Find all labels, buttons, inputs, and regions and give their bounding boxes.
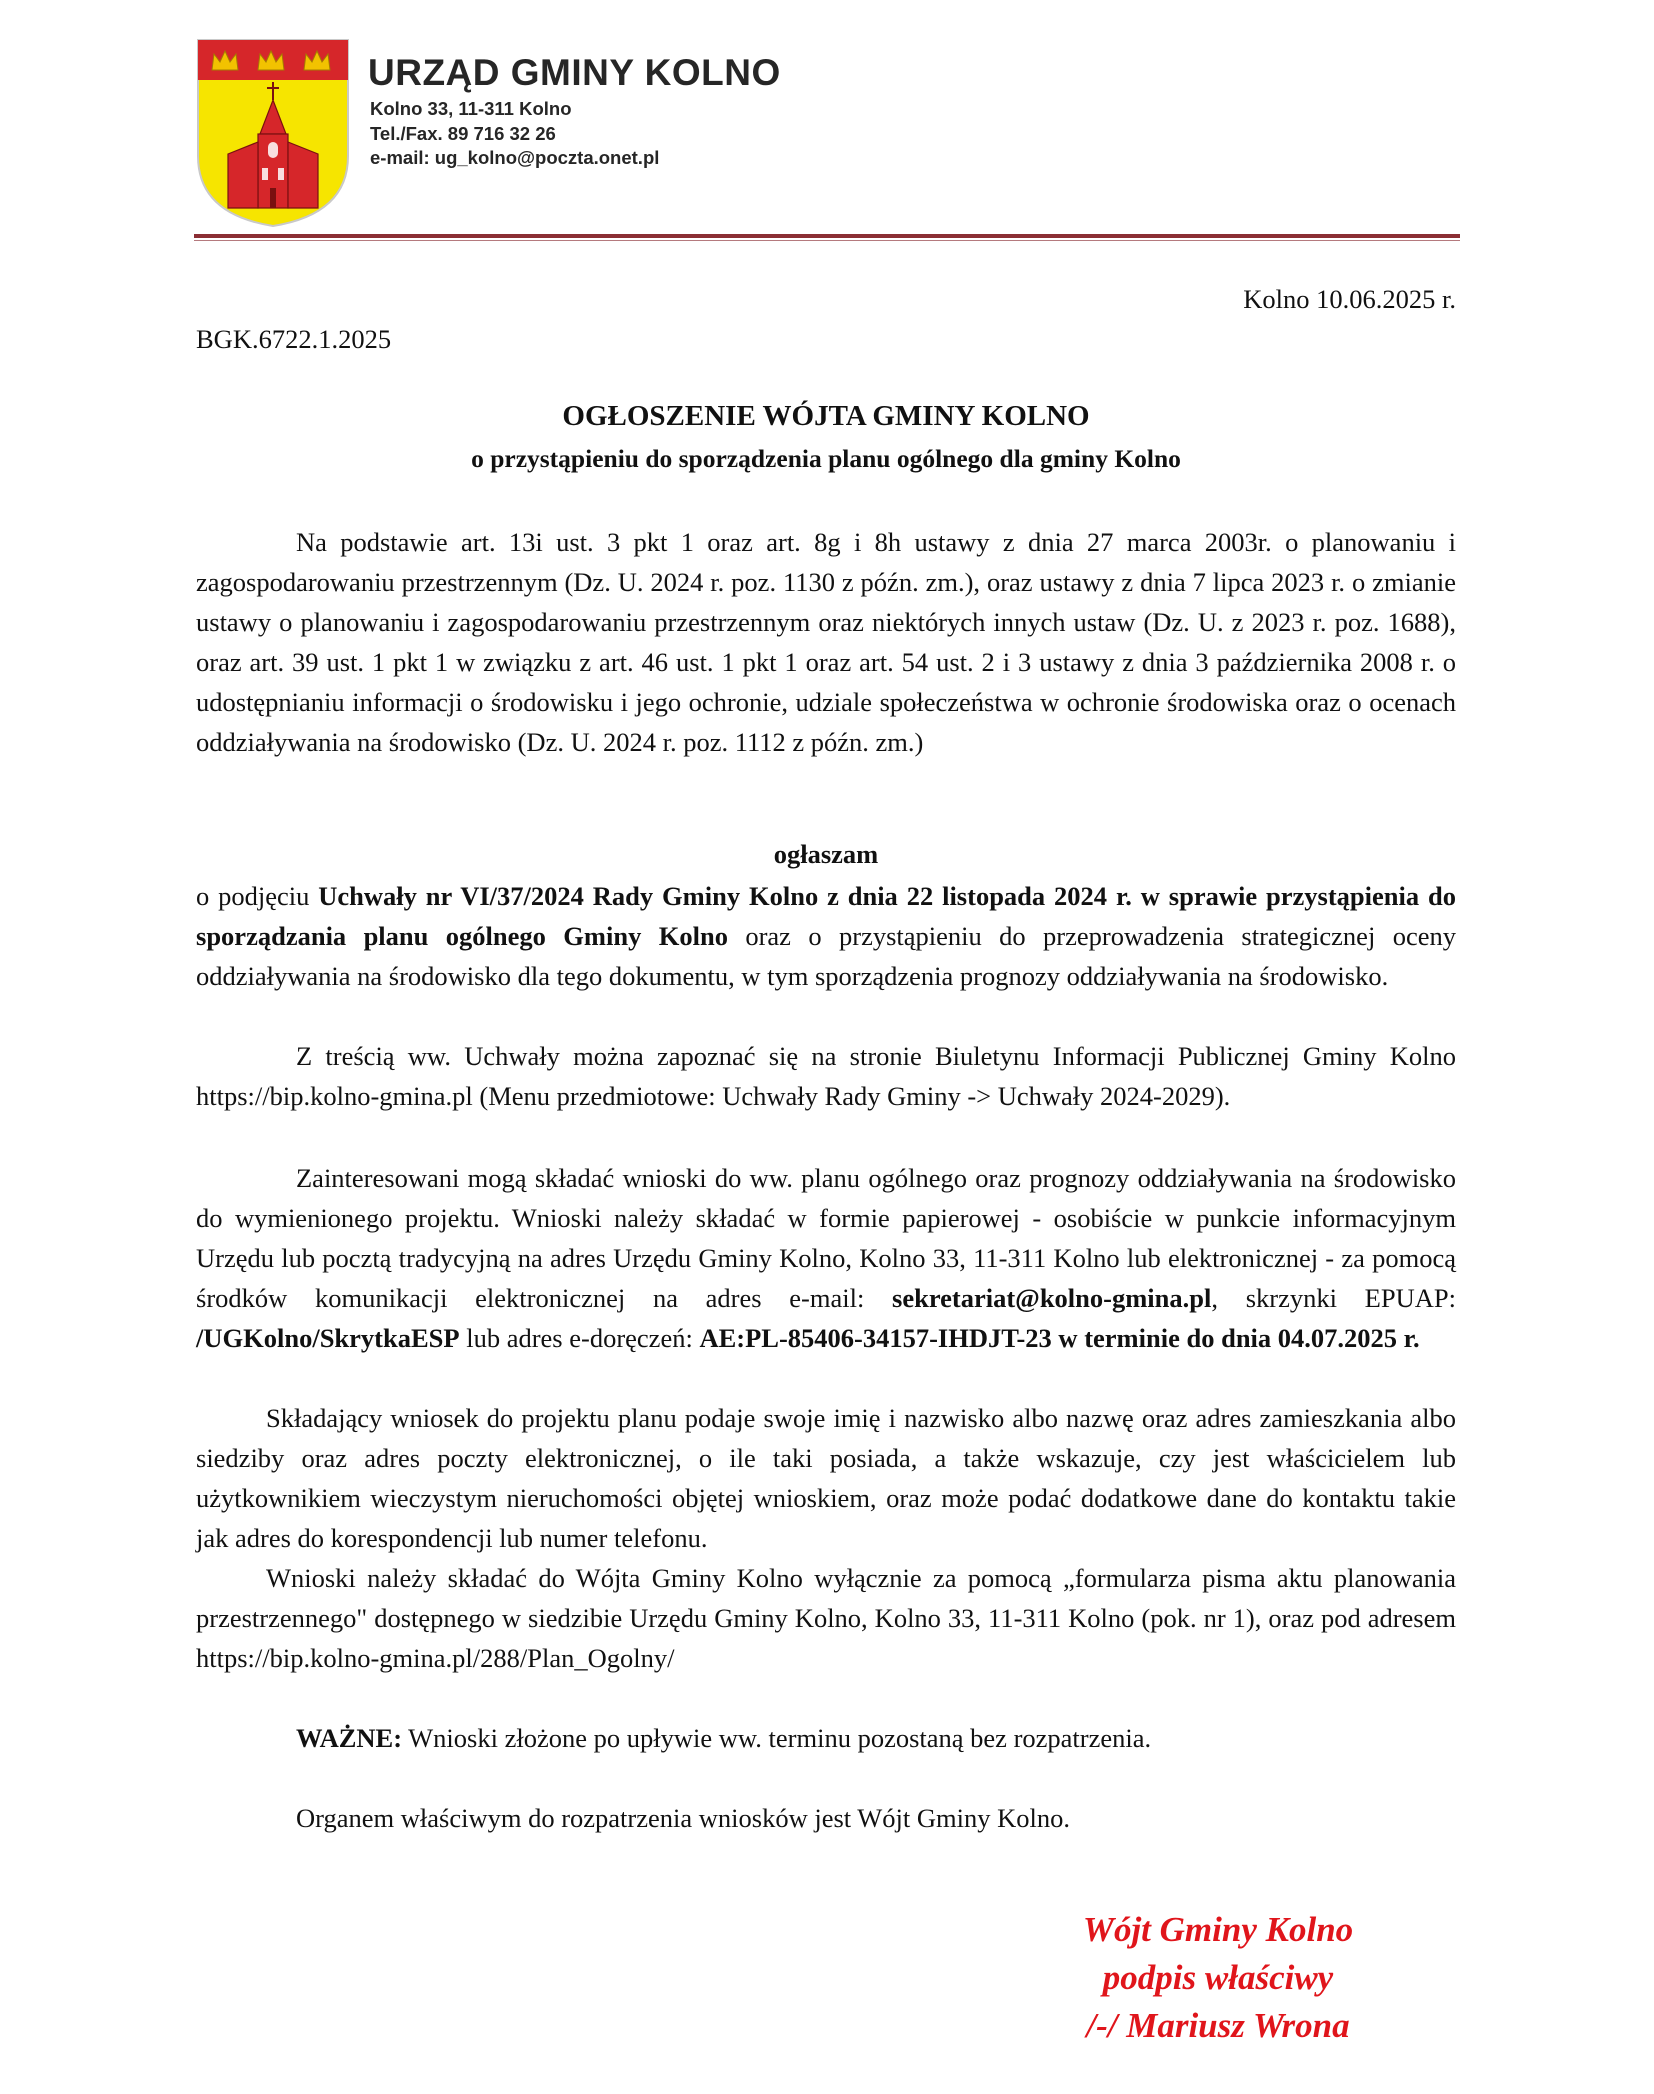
resolution-paragraph	[196, 876, 1456, 996]
important-label: WAŻNE:	[296, 1723, 403, 1753]
submission-text: Zainteresowani mogą składać wnioski do ww. planu ogólnego oraz prognozy oddziaływania na środowisko do wymienionego projektu. Wnioski należy składać w formie papierowej - osobiście w punkcie informacyjnym Urzędu lub pocztą tradycyjną na adres Urzędu Gminy Kolno, Kolno 33, 11-311 Kolno lub elektronicznej - za pomocą środków komunikacji elektronicznej na adres e-mail:	[196, 1163, 1456, 1313]
authority-note: Organem właściwym do rozpatrzenia wniosków jest Wójt Gminy Kolno.	[296, 1803, 1070, 1833]
resolution-rest: oraz o przystąpieniu do przeprowadzenia strategicznej oceny oddziaływania na środowisko dla tego dokumentu, w tym sporządzenia prognozy oddziaływania na środowisko.	[196, 921, 1456, 991]
org-phone: Tel./Fax. 89 716 32 26	[370, 123, 556, 144]
bip-info-paragraph: Z treścią ww. Uchwały można zapoznać się na stronie Biuletynu Informacji Publicznej Gminy Kolno https://bip.kolno-gmina.pl (Menu przedmiotowe: Uchwały Rady Gminy -> Uchwały 2024-2029).	[196, 1041, 1456, 1111]
signature-note: podpis właściwy	[1102, 1958, 1334, 1997]
header-divider	[194, 234, 1460, 238]
submission-email: sekretariat@kolno-gmina.pl	[892, 1283, 1212, 1313]
form-paragraph: Wnioski należy składać do Wójta Gminy Kolno wyłącznie za pomocą „formularza pisma aktu planowania przestrzennego" dostępnego w siedzibie Urzędu Gminy Kolno, Kolno 33, 11-311 Kolno (pok. nr 1), oraz pod adresem https://bip.kolno-gmina.pl/288/Plan_Ogolny/	[196, 1563, 1456, 1673]
kolno-coat-of-arms-icon	[196, 38, 350, 228]
signature-name: /-/ Mariusz Wrona	[1086, 2006, 1350, 2045]
org-address: Kolno 33, 11-311 Kolno	[370, 98, 572, 119]
resolution-title: Uchwały nr VI/37/2024 Rady Gminy Kolno z dnia 22 listopada 2024 r. w sprawie przystąpienia do sporządzania planu ogólnego Gminy Kolno	[196, 881, 1456, 951]
submission-text-3: lub adres e-doręczeń:	[459, 1323, 700, 1353]
announcement-subtitle: o przystąpieniu do sporządzenia planu ogólnego dla gminy Kolno	[471, 444, 1181, 473]
submission-edelivery-deadline: AE:PL-85406-34157-IHDJT-23 w terminie do dnia 04.07.2025 r.	[699, 1323, 1420, 1353]
announce-heading: ogłaszam	[773, 839, 879, 869]
submission-text-2: , skrzynki EPUAP:	[1211, 1283, 1456, 1313]
applicant-data-paragraph: Składający wniosek do projektu planu podaje swoje imię i nazwisko albo nazwę oraz adres zamieszkania albo siedziby oraz adres poczty elektronicznej, o ile taki posiada, a także wskazuje, czy jest właścicielem lub użytkownikiem wieczystym nieruchomości objętej wnioskiem, oraz może podać dodatkowe dane do kontaktu takie jak adres do korespondencji lub numer telefonu.	[196, 1403, 1456, 1553]
reference-number: BGK.6722.1.2025	[196, 324, 392, 354]
header-divider-thin	[194, 240, 1460, 241]
submission-epuap: /UGKolno/SkrytkaESP	[196, 1323, 460, 1353]
legal-basis-paragraph: Na podstawie art. 13i ust. 3 pkt 1 oraz art. 8g i 8h ustawy z dnia 27 marca 2003r. o planowaniu i zagospodarowaniu przestrzennym (Dz. U. 2024 r. poz. 1130 z późn. zm.), oraz ustawy z dnia 7 lipca 2023 r. o zmianie ustawy o planowaniu i zagospodarowaniu przestrzennym oraz niektórych innych ustaw (Dz. U. z 2023 r. poz. 1688), oraz art. 39 ust. 1 pkt 1 w związku z art. 46 ust. 1 pkt 1 oraz art. 54 ust. 2 i 3 ustawy z dnia 3 października 2008 r. o udostępnianiu informacji o środowisku i jego ochronie, udziale społeczeństwa w ochronie środowiska oraz o ocenach oddziaływania na środowisko (Dz. U. 2024 r. poz. 1112 z późn. zm.)	[196, 527, 1456, 757]
important-note	[296, 1718, 1456, 1758]
important-text: Wnioski złożone po upływie ww. terminu pozostaną bez rozpatrzenia.	[402, 1723, 1152, 1753]
place-date: Kolno 10.06.2025 r.	[1243, 284, 1456, 314]
org-name: URZĄD GMINY KOLNO	[368, 52, 781, 93]
resolution-intro: o podjęciu	[196, 881, 319, 911]
announcement-title: OGŁOSZENIE WÓJTA GMINY KOLNO	[562, 400, 1090, 432]
signature-title: Wójt Gminy Kolno	[1082, 1910, 1354, 1949]
org-email: e-mail: ug_kolno@poczta.onet.pl	[370, 147, 660, 168]
submission-paragraph	[196, 1158, 1456, 1358]
